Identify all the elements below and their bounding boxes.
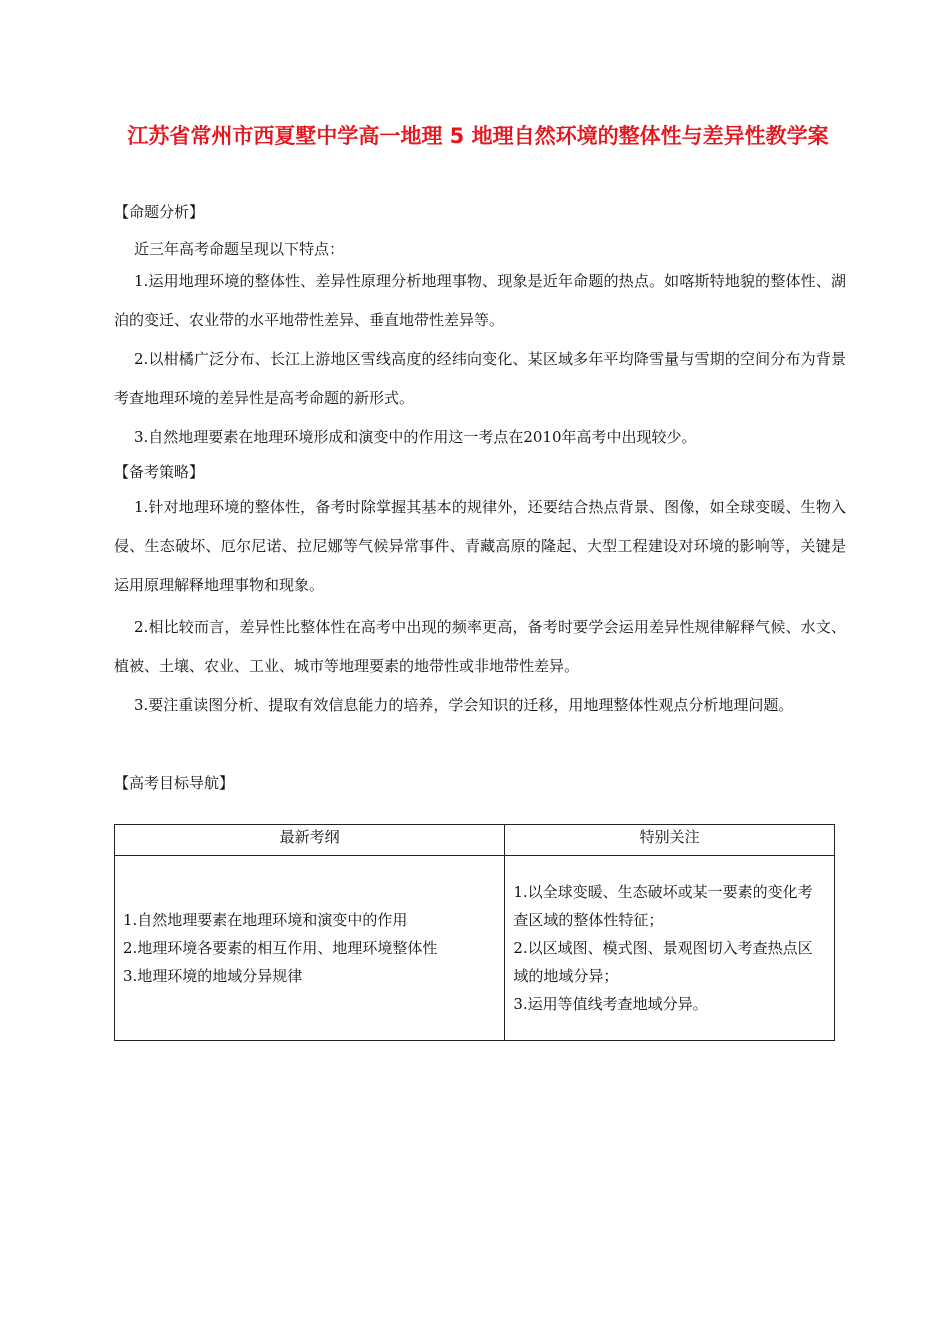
table-cell-attention — [505, 856, 835, 1041]
paragraph-analysis-1: 1.运用地理环境的整体性、差异性原理分析地理事物、现象是近年命题的热点。如喀斯特地貌的整体性、湖泊的变迁、农业带的水平地带性差异、垂直地带性差异等。 — [114, 272, 846, 329]
attention-item: 1.以全球变暖、生态破坏或某一要素的变化考查区域的整体性特征； — [513, 883, 813, 929]
table-row — [115, 856, 835, 1041]
section-heading-strategy: 【备考策略】 — [114, 463, 205, 481]
attention-item: 2.以区域图、模式图、景观图切入考查热点区域的地域分异； — [513, 939, 813, 985]
syllabus-item: 1.自然地理要素在地理环境和演变中的作用 — [123, 911, 408, 929]
paragraph-analysis-3: 3.自然地理要素在地理环境形成和演变中的作用这一考点在2010年高考中出现较少。 — [134, 428, 697, 446]
section-heading-analysis: 【命题分析】 — [114, 203, 205, 221]
syllabus-item: 3.地理环境的地域分异规律 — [123, 967, 303, 985]
paragraph-strategy-1: 1.针对地理环境的整体性，备考时除掌握其基本的规律外，还要结合热点背景、图像，如全球变暖、生物入侵、生态破坏、厄尔尼诺、拉尼娜等气候异常事件、青藏高原的隆起、大型工程建设对环境的影响等，关键是运用原理解释地理事物和现象。 — [114, 498, 846, 594]
table-header-row — [115, 825, 835, 856]
table-header-latest-syllabus: 最新考纲 — [115, 825, 505, 856]
table-cell-syllabus — [115, 856, 505, 1041]
paragraph-strategy-2: 2.相比较而言，差异性比整体性在高考中出现的频率更高，备考时要学会运用差异性规律解释气候、水文、植被、土壤、农业、工业、城市等地理要素的地带性或非地带性差异。 — [114, 618, 846, 675]
paragraph-analysis-2: 2.以柑橘广泛分布、长江上游地区雪线高度的经纬向变化、某区域多年平均降雪量与雪期的空间分布为背景考查地理环境的差异性是高考命题的新形式。 — [114, 350, 846, 407]
section-heading-target: 【高考目标导航】 — [114, 774, 235, 792]
document-title: 江苏省常州市西夏墅中学高一地理 5 地理自然环境的整体性与差异性教学案 — [127, 124, 829, 148]
syllabus-item: 2.地理环境各要素的相互作用、地理环境整体性 — [123, 939, 438, 957]
exam-guide-table — [114, 824, 835, 1041]
paragraph-analysis-intro: 近三年高考命题呈现以下特点： — [134, 240, 345, 258]
paragraph-strategy-3: 3.要注重读图分析、提取有效信息能力的培养，学会知识的迁移，用地理整体性观点分析地理问题。 — [134, 696, 794, 714]
table-header-special-attention: 特别关注 — [505, 825, 835, 856]
attention-item: 3.运用等值线考查地域分异。 — [513, 995, 708, 1013]
